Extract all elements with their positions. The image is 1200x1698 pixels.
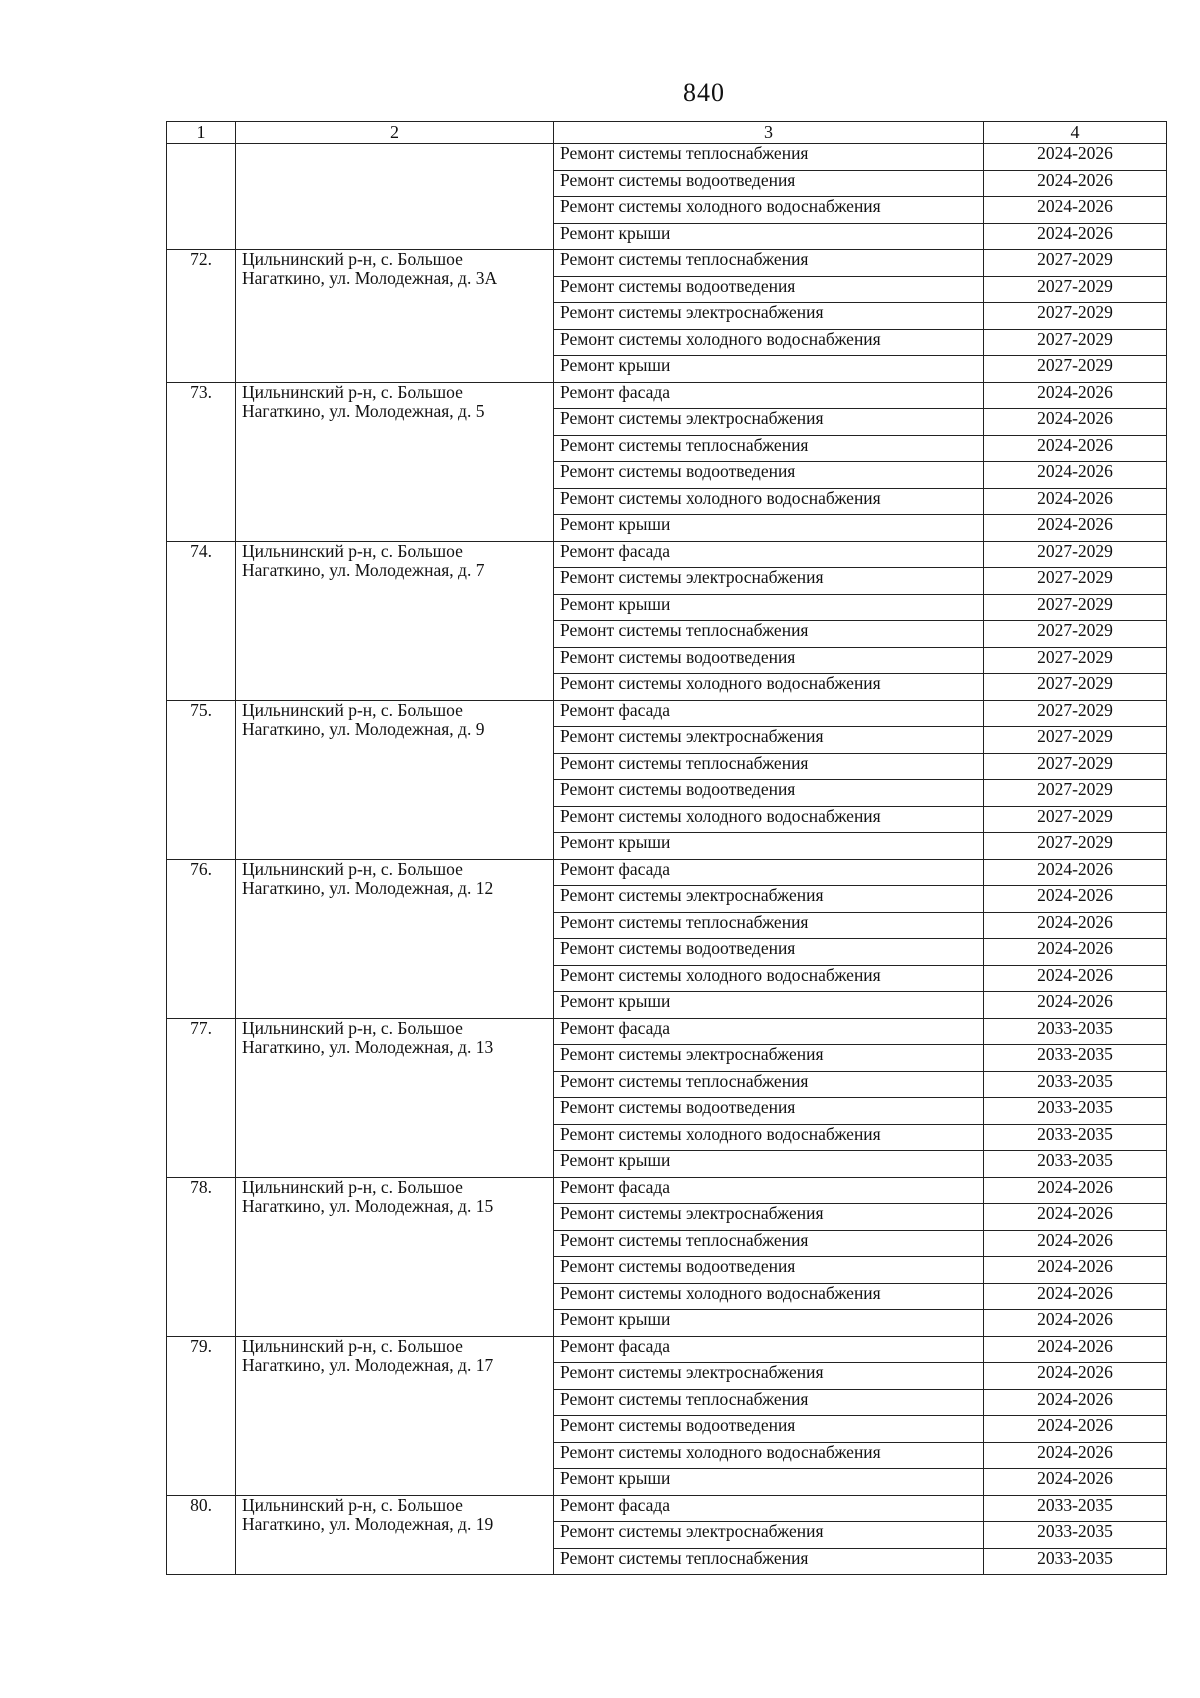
work-period: 2024-2026 bbox=[984, 1283, 1167, 1310]
work-period: 2033-2035 bbox=[984, 1124, 1167, 1151]
work-period: 2024-2026 bbox=[984, 409, 1167, 436]
work-type: Ремонт системы холодного водоснабжения bbox=[554, 965, 984, 992]
table-row bbox=[167, 250, 1167, 277]
work-type: Ремонт системы электроснабжения bbox=[554, 303, 984, 330]
table-row bbox=[167, 541, 1167, 568]
work-period: 2024-2026 bbox=[984, 1336, 1167, 1363]
item-number: 72. bbox=[167, 250, 236, 383]
work-period: 2027-2029 bbox=[984, 753, 1167, 780]
work-type: Ремонт фасада bbox=[554, 1177, 984, 1204]
work-period: 2024-2026 bbox=[984, 515, 1167, 542]
work-type: Ремонт системы электроснабжения bbox=[554, 1204, 984, 1231]
work-period: 2024-2026 bbox=[984, 886, 1167, 913]
work-period: 2024-2026 bbox=[984, 992, 1167, 1019]
work-type: Ремонт крыши bbox=[554, 992, 984, 1019]
work-period: 2024-2026 bbox=[984, 462, 1167, 489]
work-type: Ремонт системы водоотведения bbox=[554, 1098, 984, 1125]
work-period: 2024-2026 bbox=[984, 1363, 1167, 1390]
work-period: 2033-2035 bbox=[984, 1018, 1167, 1045]
work-type: Ремонт системы холодного водоснабжения bbox=[554, 1124, 984, 1151]
work-type: Ремонт системы электроснабжения bbox=[554, 886, 984, 913]
work-type: Ремонт системы теплоснабжения bbox=[554, 144, 984, 171]
work-period: 2033-2035 bbox=[984, 1045, 1167, 1072]
work-type: Ремонт фасада bbox=[554, 1018, 984, 1045]
work-type: Ремонт крыши bbox=[554, 1310, 984, 1337]
work-period: 2024-2026 bbox=[984, 912, 1167, 939]
work-period: 2033-2035 bbox=[984, 1548, 1167, 1575]
work-type: Ремонт системы водоотведения bbox=[554, 276, 984, 303]
work-type: Ремонт системы электроснабжения bbox=[554, 1045, 984, 1072]
work-period: 2024-2026 bbox=[984, 1310, 1167, 1337]
table-row bbox=[167, 1018, 1167, 1045]
work-type: Ремонт системы водоотведения bbox=[554, 1257, 984, 1284]
item-number: 77. bbox=[167, 1018, 236, 1177]
work-type: Ремонт системы холодного водоснабжения bbox=[554, 197, 984, 224]
work-period: 2024-2026 bbox=[984, 1389, 1167, 1416]
item-number: 73. bbox=[167, 382, 236, 541]
repair-schedule-table bbox=[166, 121, 1167, 1575]
item-number bbox=[167, 144, 236, 250]
work-type: Ремонт системы холодного водоснабжения bbox=[554, 488, 984, 515]
work-period: 2027-2029 bbox=[984, 647, 1167, 674]
work-period: 2024-2026 bbox=[984, 382, 1167, 409]
work-period: 2027-2029 bbox=[984, 541, 1167, 568]
building-address: Цильнинский р-н, с. Большое Нагаткино, ул. Молодежная, д. 7 bbox=[236, 541, 554, 700]
work-type: Ремонт системы теплоснабжения bbox=[554, 1071, 984, 1098]
work-type: Ремонт системы водоотведения bbox=[554, 939, 984, 966]
work-period: 2024-2026 bbox=[984, 435, 1167, 462]
table-row bbox=[167, 144, 1167, 171]
work-type: Ремонт системы электроснабжения bbox=[554, 409, 984, 436]
work-period: 2024-2026 bbox=[984, 223, 1167, 250]
work-period: 2027-2029 bbox=[984, 303, 1167, 330]
work-period: 2027-2029 bbox=[984, 727, 1167, 754]
work-type: Ремонт крыши bbox=[554, 833, 984, 860]
work-period: 2027-2029 bbox=[984, 356, 1167, 383]
work-period: 2024-2026 bbox=[984, 1257, 1167, 1284]
building-address: Цильнинский р-н, с. Большое Нагаткино, ул. Молодежная, д. 19 bbox=[236, 1495, 554, 1575]
work-period: 2033-2035 bbox=[984, 1098, 1167, 1125]
item-number: 78. bbox=[167, 1177, 236, 1336]
column-header-period: 4 bbox=[984, 122, 1167, 144]
table-row bbox=[167, 1336, 1167, 1363]
work-period: 2024-2026 bbox=[984, 170, 1167, 197]
work-type: Ремонт системы теплоснабжения bbox=[554, 250, 984, 277]
item-number: 76. bbox=[167, 859, 236, 1018]
work-type: Ремонт фасада bbox=[554, 541, 984, 568]
building-address: Цильнинский р-н, с. Большое Нагаткино, ул. Молодежная, д. 13 bbox=[236, 1018, 554, 1177]
work-period: 2033-2035 bbox=[984, 1151, 1167, 1178]
work-period: 2024-2026 bbox=[984, 144, 1167, 171]
work-period: 2024-2026 bbox=[984, 1442, 1167, 1469]
work-type: Ремонт системы теплоснабжения bbox=[554, 1230, 984, 1257]
work-type: Ремонт системы теплоснабжения bbox=[554, 1389, 984, 1416]
table-header bbox=[167, 122, 1167, 144]
work-type: Ремонт системы водоотведения bbox=[554, 170, 984, 197]
work-period: 2024-2026 bbox=[984, 488, 1167, 515]
work-type: Ремонт фасада bbox=[554, 700, 984, 727]
column-header-work: 3 bbox=[554, 122, 984, 144]
building-address: Цильнинский р-н, с. Большое Нагаткино, ул. Молодежная, д. 3А bbox=[236, 250, 554, 383]
building-address: Цильнинский р-н, с. Большое Нагаткино, ул. Молодежная, д. 17 bbox=[236, 1336, 554, 1495]
building-address bbox=[236, 144, 554, 250]
work-period: 2024-2026 bbox=[984, 1416, 1167, 1443]
table-row bbox=[167, 700, 1167, 727]
work-period: 2027-2029 bbox=[984, 621, 1167, 648]
work-period: 2027-2029 bbox=[984, 674, 1167, 701]
work-type: Ремонт системы холодного водоснабжения bbox=[554, 1283, 984, 1310]
header-row bbox=[167, 122, 1167, 144]
item-number: 80. bbox=[167, 1495, 236, 1575]
work-period: 2024-2026 bbox=[984, 965, 1167, 992]
work-type: Ремонт фасада bbox=[554, 1495, 984, 1522]
work-period: 2027-2029 bbox=[984, 329, 1167, 356]
work-type: Ремонт системы водоотведения bbox=[554, 647, 984, 674]
work-type: Ремонт крыши bbox=[554, 594, 984, 621]
table-row bbox=[167, 382, 1167, 409]
item-number: 79. bbox=[167, 1336, 236, 1495]
work-period: 2033-2035 bbox=[984, 1522, 1167, 1549]
work-period: 2024-2026 bbox=[984, 197, 1167, 224]
work-type: Ремонт фасада bbox=[554, 382, 984, 409]
work-period: 2024-2026 bbox=[984, 1230, 1167, 1257]
work-type: Ремонт системы электроснабжения bbox=[554, 727, 984, 754]
table-body bbox=[167, 144, 1167, 1575]
work-type: Ремонт системы холодного водоснабжения bbox=[554, 806, 984, 833]
work-type: Ремонт крыши bbox=[554, 1151, 984, 1178]
work-type: Ремонт фасада bbox=[554, 1336, 984, 1363]
work-type: Ремонт системы электроснабжения bbox=[554, 1363, 984, 1390]
work-period: 2027-2029 bbox=[984, 700, 1167, 727]
table-row bbox=[167, 1495, 1167, 1522]
work-period: 2024-2026 bbox=[984, 939, 1167, 966]
table-row bbox=[167, 859, 1167, 886]
work-type: Ремонт фасада bbox=[554, 859, 984, 886]
building-address: Цильнинский р-н, с. Большое Нагаткино, ул. Молодежная, д. 5 bbox=[236, 382, 554, 541]
work-period: 2027-2029 bbox=[984, 250, 1167, 277]
work-period: 2024-2026 bbox=[984, 1469, 1167, 1496]
work-period: 2024-2026 bbox=[984, 1177, 1167, 1204]
building-address: Цильнинский р-н, с. Большое Нагаткино, ул. Молодежная, д. 12 bbox=[236, 859, 554, 1018]
work-type: Ремонт системы водоотведения bbox=[554, 780, 984, 807]
work-type: Ремонт системы теплоснабжения bbox=[554, 753, 984, 780]
work-type: Ремонт системы теплоснабжения bbox=[554, 1548, 984, 1575]
work-type: Ремонт крыши bbox=[554, 223, 984, 250]
work-period: 2027-2029 bbox=[984, 806, 1167, 833]
item-number: 74. bbox=[167, 541, 236, 700]
work-type: Ремонт системы теплоснабжения bbox=[554, 912, 984, 939]
work-period: 2027-2029 bbox=[984, 276, 1167, 303]
work-period: 2027-2029 bbox=[984, 594, 1167, 621]
building-address: Цильнинский р-н, с. Большое Нагаткино, ул. Молодежная, д. 15 bbox=[236, 1177, 554, 1336]
work-type: Ремонт системы теплоснабжения bbox=[554, 621, 984, 648]
work-type: Ремонт системы теплоснабжения bbox=[554, 435, 984, 462]
page-number: 840 bbox=[683, 78, 725, 107]
work-type: Ремонт системы электроснабжения bbox=[554, 568, 984, 595]
work-period: 2024-2026 bbox=[984, 1204, 1167, 1231]
work-type: Ремонт системы холодного водоснабжения bbox=[554, 674, 984, 701]
work-type: Ремонт системы холодного водоснабжения bbox=[554, 1442, 984, 1469]
table-row bbox=[167, 1177, 1167, 1204]
work-type: Ремонт крыши bbox=[554, 1469, 984, 1496]
work-type: Ремонт системы водоотведения bbox=[554, 1416, 984, 1443]
work-type: Ремонт системы электроснабжения bbox=[554, 1522, 984, 1549]
column-header-address: 2 bbox=[236, 122, 554, 144]
work-period: 2024-2026 bbox=[984, 859, 1167, 886]
work-type: Ремонт крыши bbox=[554, 515, 984, 542]
column-header-number: 1 bbox=[167, 122, 236, 144]
work-period: 2027-2029 bbox=[984, 780, 1167, 807]
work-period: 2027-2029 bbox=[984, 833, 1167, 860]
work-type: Ремонт крыши bbox=[554, 356, 984, 383]
work-type: Ремонт системы холодного водоснабжения bbox=[554, 329, 984, 356]
work-period: 2027-2029 bbox=[984, 568, 1167, 595]
work-period: 2033-2035 bbox=[984, 1495, 1167, 1522]
work-type: Ремонт системы водоотведения bbox=[554, 462, 984, 489]
item-number: 75. bbox=[167, 700, 236, 859]
work-period: 2033-2035 bbox=[984, 1071, 1167, 1098]
building-address: Цильнинский р-н, с. Большое Нагаткино, ул. Молодежная, д. 9 bbox=[236, 700, 554, 859]
